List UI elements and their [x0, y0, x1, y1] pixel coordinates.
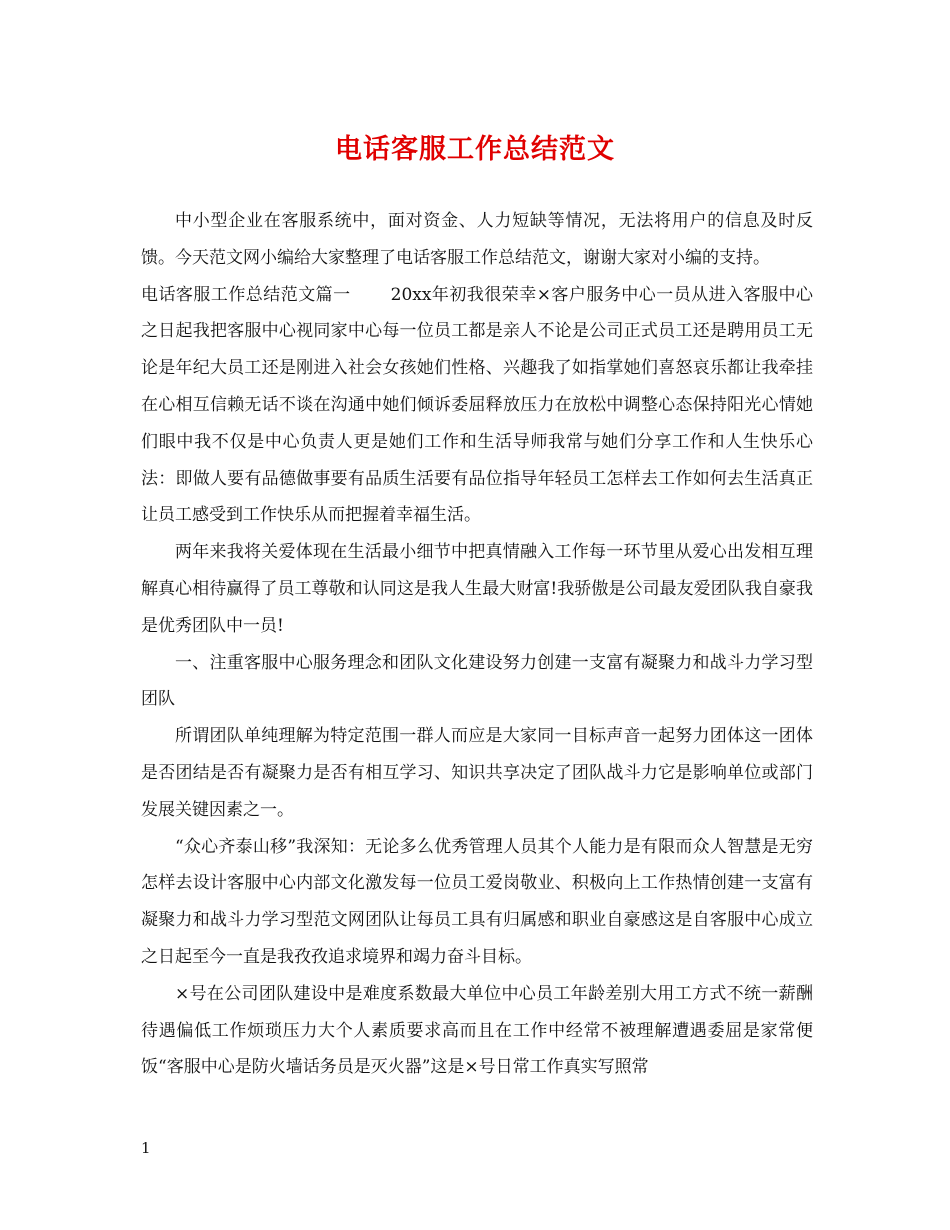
paragraph-unity: “众心齐泰山移”我深知：无论多么优秀管理人员其个人能力是有限而众人智慧是无穷怎样去设计客服中心内部文化激发每一位员工爱岗敬业、积极向上工作热情创建一支富有凝聚力和战斗力学习型范文网团队让每员工具有归属感和职业自豪感这是自客服中心成立之日起至今一直是我孜孜追求境界和竭力奋斗目标。 — [141, 836, 813, 967]
paragraph-intro: 中小型企业在客服系统中，面对资金、人力短缺等情况，无法将用户的信息及时反馈。今天范文网小编给大家整理了电话客服工作总结范文，谢谢大家对小编的支持。 — [141, 211, 813, 268]
paragraph-point-one: 一、注重客服中心服务理念和团队文化建设努力创建一支富有凝聚力和战斗力学习型团队 — [141, 652, 813, 710]
page-title: 电话客服工作总结范文 — [335, 134, 615, 165]
paragraph-two-years: 两年来我将关爱体现在生活最小细节中把真情融入工作每一环节里从爱心出发相互理解真心相待赢得了员工尊敬和认同这是我人生最大财富!我骄傲是公司最友爱团队我自豪我是优秀团队中一员! — [141, 542, 813, 636]
paragraph-team: 所谓团队单纯理解为特定范围一群人而应是大家同一目标声音一起努力团体这一团体是否团结是否有凝聚力是否有相互学习、知识共享决定了团队战斗力它是影响单位或部门发展关键因素之一。 — [141, 726, 813, 820]
page-number: 1 — [141, 1139, 151, 1157]
document-body — [141, 203, 813, 1086]
section-text: 20xx年初我很荣幸×客户服务中心一员从进入客服中心之日起我把客服中心视同家中心每一位员工都是亲人不论是公司正式员工还是聘用员工无论是年纪大员工还是刚进入社会女孩她们性格、兴趣我了如指掌她们喜怒哀乐都让我牵挂在心相互信赖无话不谈在沟通中她们倾诉委屈释放压力在放松中调整心态保持阳光心情她们眼中我不仅是中心负责人更是她们工作和生活导师我常与她们分享工作和人生快乐心法：即做人要有品德做事要有品质生活要有品位指导年轻员工怎样去工作如何去生活真正让员工感受到工作快乐从而把握着幸福生活。 — [141, 284, 813, 526]
paragraph-section-one — [141, 277, 813, 535]
paragraph-difficulty: ×号在公司团队建设中是难度系数最大单位中心员工年龄差别大用工方式不统一薪酬待遇偏低工作烦琐压力大个人素质要求高而且在工作中经常不被理解遭遇委屈是家常便饭“客服中心是防火墙话务员是灭火器”这是×号日常工作真实写照常 — [141, 983, 813, 1078]
section-heading: 电话客服工作总结范文篇一 — [141, 284, 351, 305]
